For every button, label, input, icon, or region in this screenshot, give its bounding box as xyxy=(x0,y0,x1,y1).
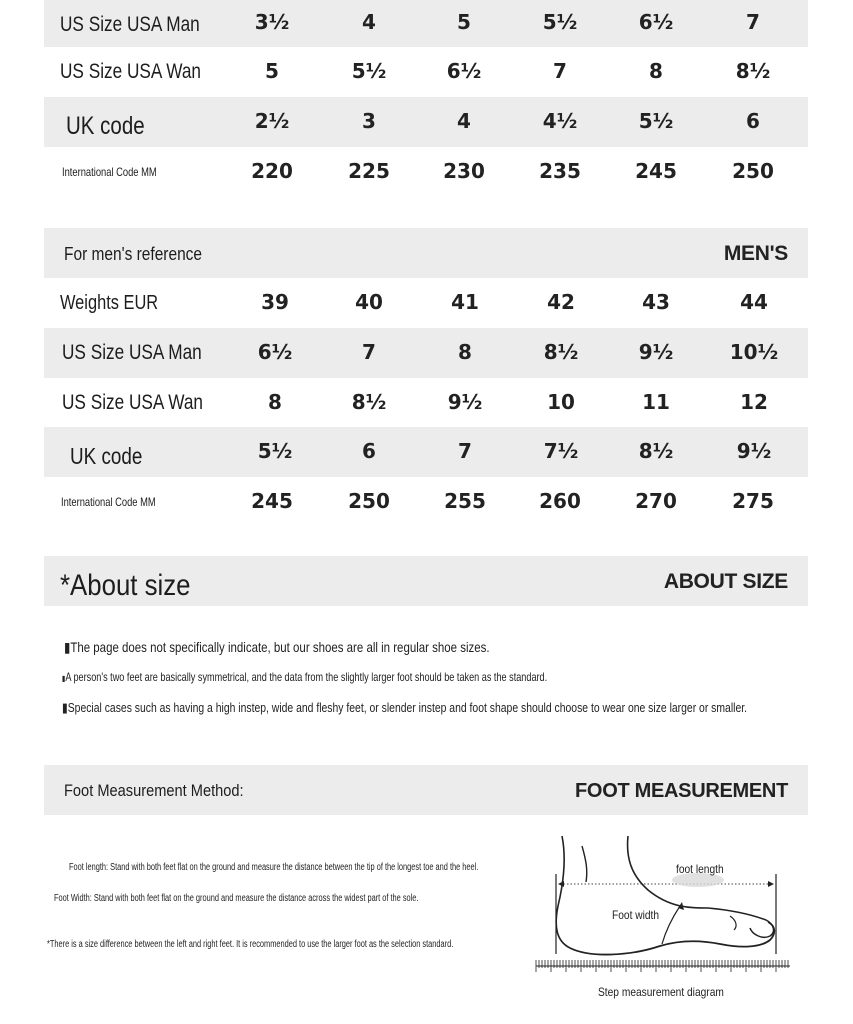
mens-section-header xyxy=(44,228,808,278)
row-label: US Size USA Wan xyxy=(60,60,202,83)
size-cell: 6½ xyxy=(638,10,674,34)
size-cell: 5 xyxy=(265,59,279,83)
size-cell: 8½ xyxy=(638,439,674,463)
foot-difference-note: *There is a size difference between the left and right feet. It is recommended to use the larger foot as the selection standard. xyxy=(47,939,454,950)
bullet-glyph: ▮ xyxy=(62,674,66,683)
foot-length-note: Foot length: Stand with both feet flat on the ground and measure the distance between the tip of the longest toe and the heel. xyxy=(69,862,479,873)
row-label: Weights EUR xyxy=(60,292,159,314)
size-cell: 250 xyxy=(732,159,774,183)
size-cell: 255 xyxy=(444,489,486,513)
size-cell: 270 xyxy=(635,489,677,513)
toe-crease xyxy=(730,916,736,930)
size-cell: 4½ xyxy=(542,109,578,133)
foot-measurement-diagram xyxy=(530,826,800,999)
table-row xyxy=(44,47,808,97)
table-row xyxy=(44,427,808,477)
size-cell: 5½ xyxy=(638,109,674,133)
size-cell: 6½ xyxy=(257,340,293,364)
about-size-badge: ABOUT SIZE xyxy=(663,570,788,593)
size-cell: 225 xyxy=(348,159,390,183)
size-cell: 2½ xyxy=(254,109,290,133)
width-curve xyxy=(662,906,680,944)
size-cell: 8½ xyxy=(735,59,771,83)
size-cell: 8 xyxy=(649,59,663,83)
size-cell: 9½ xyxy=(447,390,483,414)
size-cell: 7 xyxy=(458,439,472,463)
row-label: International Code MM xyxy=(61,495,156,509)
size-cell: 12 xyxy=(740,390,768,414)
size-cell: 44 xyxy=(740,290,768,314)
size-cell: 10½ xyxy=(729,340,779,364)
size-cell: 41 xyxy=(451,290,479,314)
note-text: Special cases such as having a high instep, wide and fleshy feet, or slender instep and foot shape should choose to wear one size larger or smaller. xyxy=(67,700,748,715)
leg-back-outline xyxy=(556,836,570,948)
row-label: UK code xyxy=(70,443,143,469)
size-cell: 5½ xyxy=(351,59,387,83)
size-cell: 42 xyxy=(547,290,575,314)
sole-outline xyxy=(570,922,774,955)
foot-measurement-badge: FOOT MEASUREMENT xyxy=(575,780,788,802)
size-cell: 5½ xyxy=(542,10,578,34)
bullet-glyph: ▮ xyxy=(62,700,68,715)
about-size-header xyxy=(44,556,808,606)
foot-measurement-header xyxy=(44,765,808,815)
foot-width-label: Foot width xyxy=(612,908,660,922)
size-cell: 220 xyxy=(251,159,293,183)
size-cell: 11 xyxy=(642,390,670,414)
size-cell: 8 xyxy=(268,390,282,414)
table-row xyxy=(44,328,808,378)
foot-length-label: foot length xyxy=(676,862,724,876)
row-label: UK code xyxy=(66,112,145,140)
size-cell: 6 xyxy=(362,439,376,463)
table-row xyxy=(44,147,808,197)
size-cell: 275 xyxy=(732,489,774,513)
size-cell: 43 xyxy=(642,290,670,314)
size-cell: 260 xyxy=(539,489,581,513)
size-cell: 3½ xyxy=(254,10,290,34)
foot-measurement-title: Foot Measurement Method: xyxy=(64,781,244,800)
toe-outline xyxy=(708,908,773,937)
mens-header-title: For men's reference xyxy=(64,244,203,264)
size-cell: 40 xyxy=(355,290,383,314)
table-row xyxy=(44,378,808,428)
size-cell: 8½ xyxy=(351,390,387,414)
note-line xyxy=(64,639,490,656)
arrow-right xyxy=(768,881,774,887)
size-cell: 9½ xyxy=(638,340,674,364)
size-cell: 245 xyxy=(251,489,293,513)
size-cell: 230 xyxy=(443,159,485,183)
size-cell: 6 xyxy=(746,109,760,133)
size-cell: 4 xyxy=(362,10,376,34)
foot-illustration xyxy=(530,826,800,976)
size-cell: 5 xyxy=(457,10,471,34)
size-cell: 8 xyxy=(458,340,472,364)
size-cell: 6½ xyxy=(446,59,482,83)
size-cell: 245 xyxy=(635,159,677,183)
note-line xyxy=(62,670,547,684)
note-text: A person's two feet are basically symmetrical, and the data from the slightly larger foot should be taken as the standard. xyxy=(65,670,548,684)
size-cell: 7 xyxy=(362,340,376,364)
size-cell: 235 xyxy=(539,159,581,183)
size-cell: 7 xyxy=(746,10,760,34)
size-cell: 10 xyxy=(547,390,575,414)
row-label: International Code MM xyxy=(62,165,157,179)
table-row xyxy=(44,97,808,147)
row-label: US Size USA Man xyxy=(60,13,200,36)
leg-inner-line xyxy=(582,846,587,882)
size-cell: 4 xyxy=(457,109,471,133)
table-row xyxy=(44,477,808,527)
size-cell: 7 xyxy=(553,59,567,83)
size-cell: 39 xyxy=(261,290,289,314)
table-row xyxy=(44,278,808,328)
bullet-glyph: ▮ xyxy=(64,639,71,655)
size-cell: 5½ xyxy=(257,439,293,463)
note-text: The page does not specifically indicate, but our shoes are all in regular shoe sizes. xyxy=(70,639,490,655)
mens-header-badge: MEN'S xyxy=(723,242,788,265)
size-cell: 9½ xyxy=(736,439,772,463)
foot-width-note: Foot Width: Stand with both feet flat on the ground and measure the distance across the widest part of the sole. xyxy=(54,893,419,904)
size-cell: 250 xyxy=(348,489,390,513)
row-label: US Size USA Man xyxy=(62,341,202,364)
size-cell: 3 xyxy=(362,109,376,133)
about-size-title: *About size xyxy=(60,569,191,602)
table-row xyxy=(44,0,808,47)
diagram-caption: Step measurement diagram xyxy=(598,985,724,999)
size-cell: 8½ xyxy=(543,340,579,364)
row-label: US Size USA Wan xyxy=(62,391,204,414)
size-cell: 7½ xyxy=(543,439,579,463)
note-line xyxy=(62,700,747,716)
